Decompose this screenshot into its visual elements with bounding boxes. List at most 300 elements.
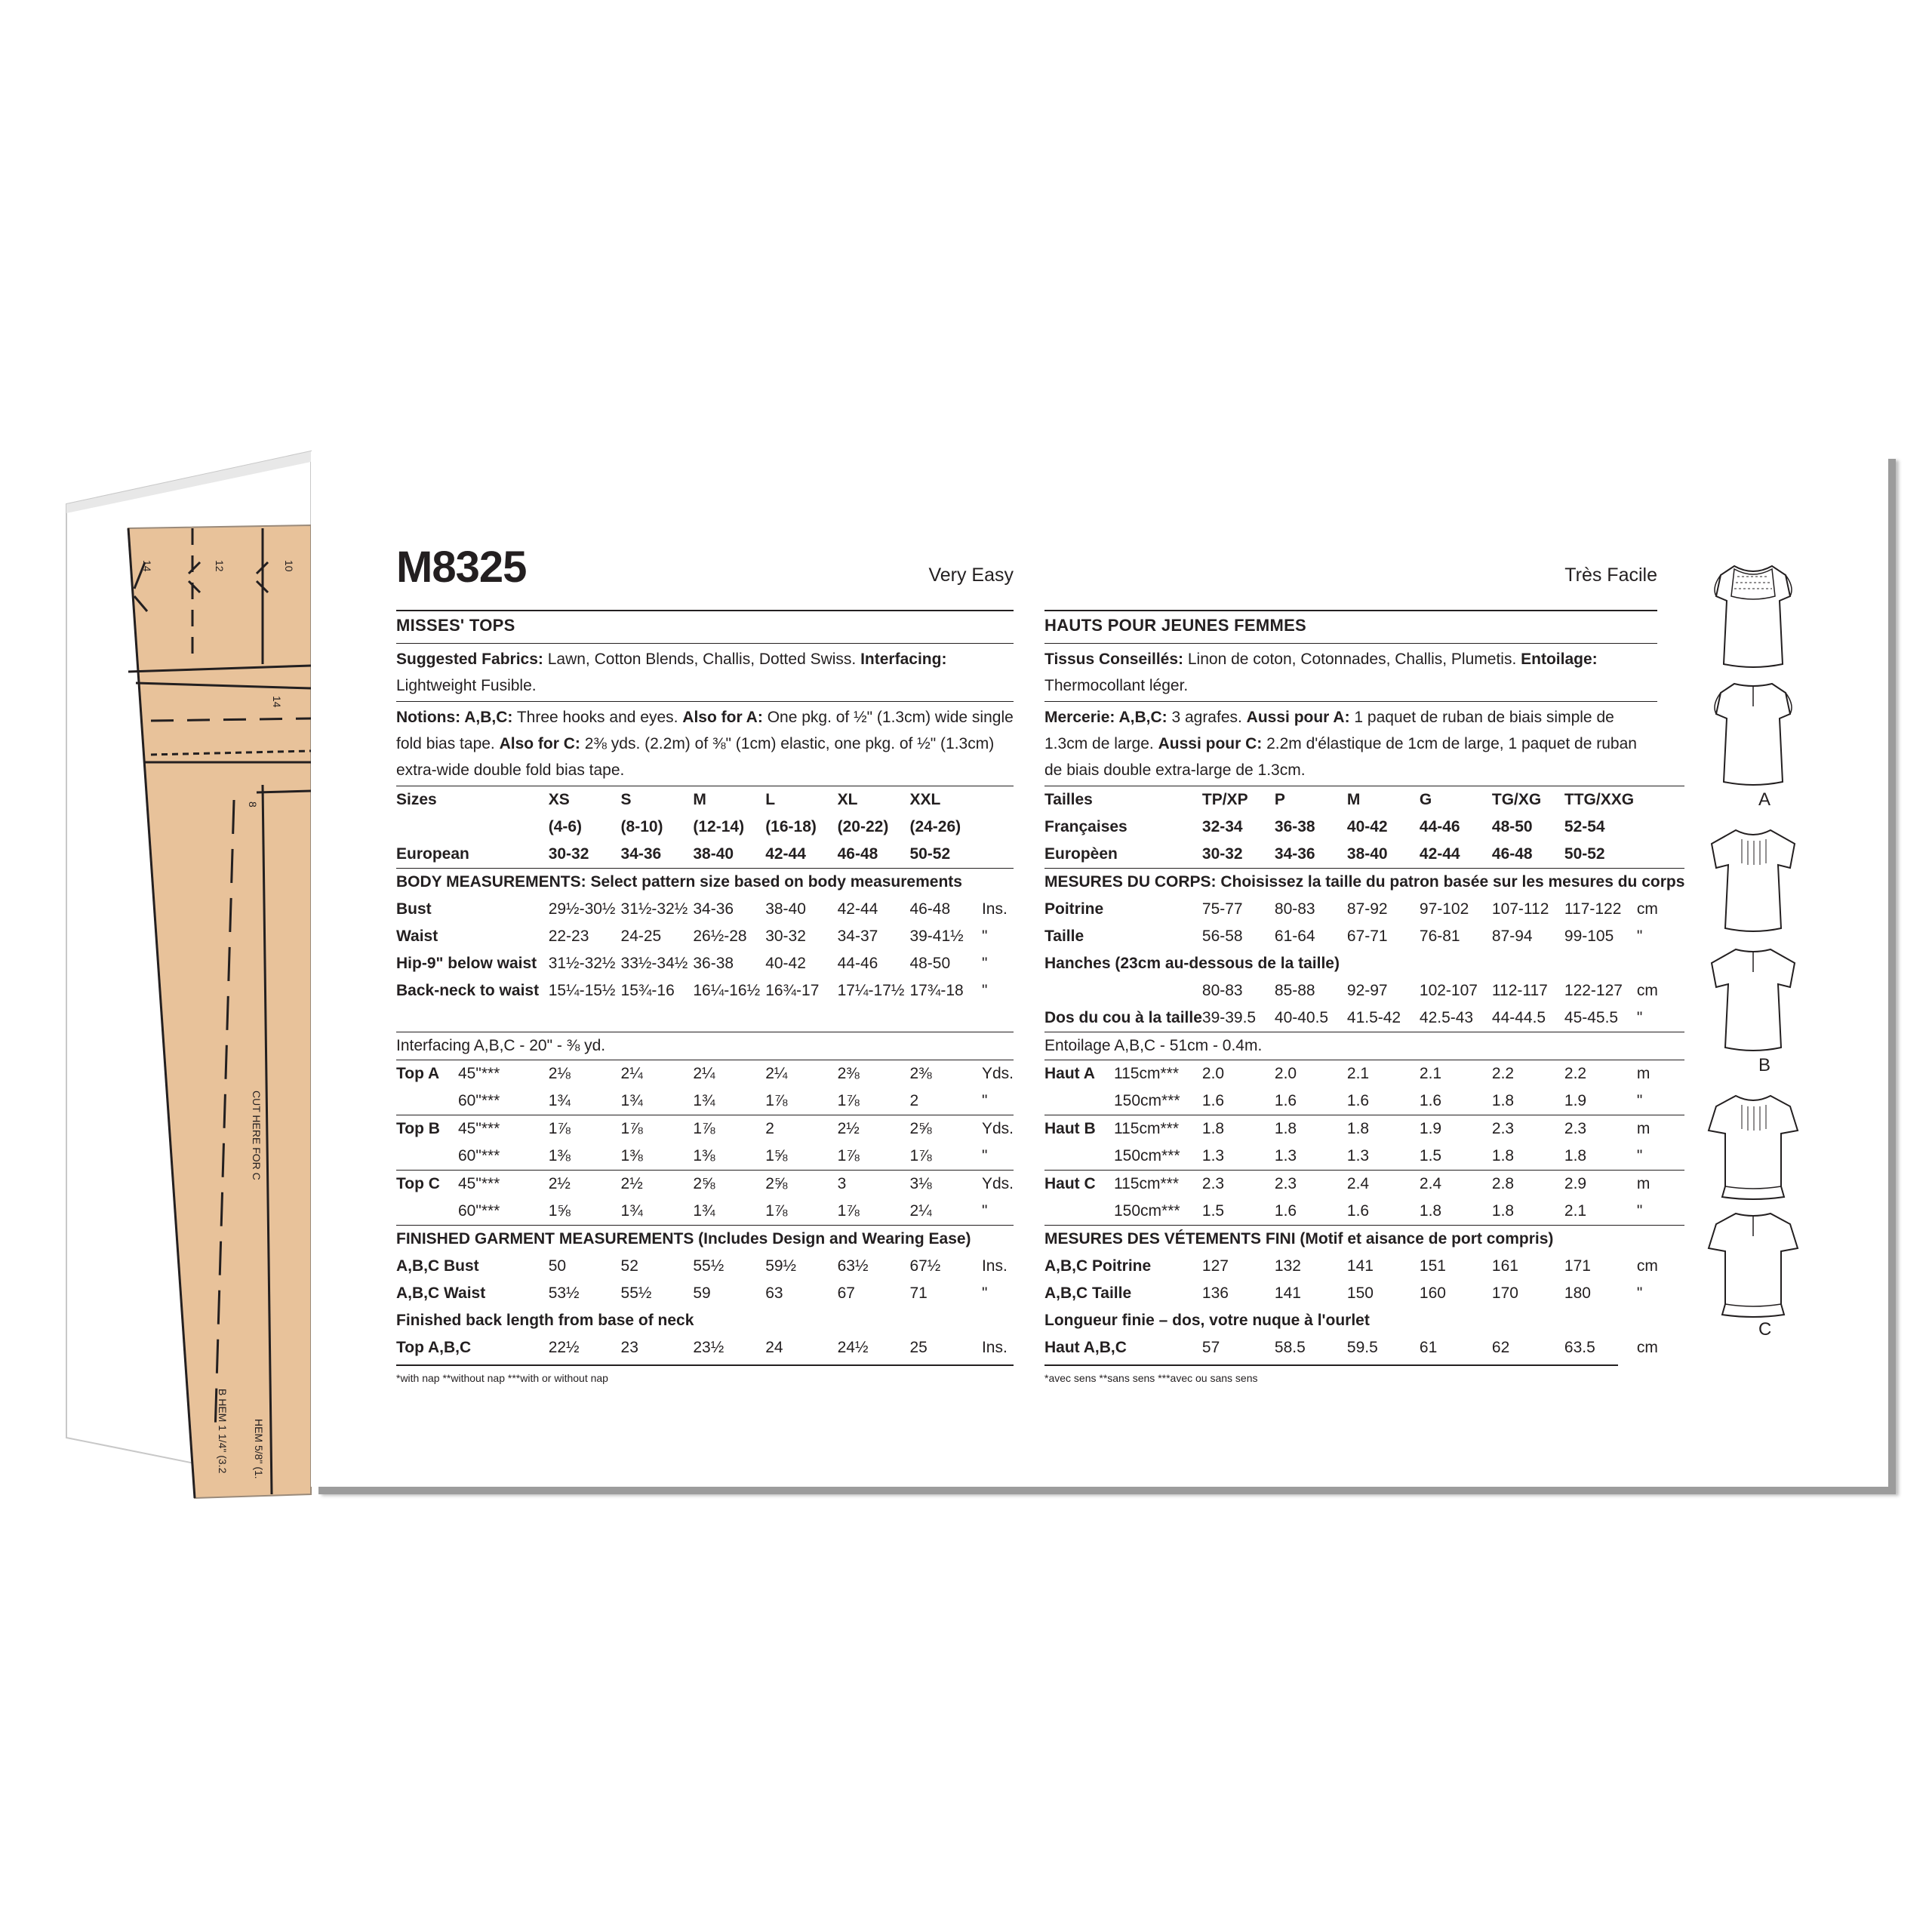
table-cell: Poitrine <box>1044 900 1104 918</box>
table-cell: 22½ <box>548 1339 580 1356</box>
interfacing-row <box>396 1032 1014 1060</box>
table-cell: 34-36 <box>693 900 734 918</box>
view-yardage-label <box>1044 1198 1202 1226</box>
table-cell: 2½ <box>549 1171 621 1198</box>
table-cell: 1.5 <box>1419 1147 1442 1164</box>
table-cell: Ins. <box>981 900 1008 918</box>
view-c-front-sketch <box>1706 1090 1801 1203</box>
table-cell: 61 <box>1419 1339 1438 1356</box>
table-cell: (12-14) <box>693 818 745 835</box>
table-cell: 161 <box>1491 1257 1518 1275</box>
table-cell: G <box>1420 786 1492 814</box>
interfacing-yardage: Interfacing A,B,C - 20" - ⅜ yd. <box>396 1032 1014 1060</box>
hanches-row <box>1044 977 1684 1004</box>
table-cell: 1⅝ <box>765 1147 788 1164</box>
table-row <box>396 950 1014 977</box>
tissue-mark-14a: 14 <box>141 560 153 572</box>
table-cell: (4-6) <box>548 818 583 835</box>
table-cell: 1⅞ <box>909 1147 932 1164</box>
table-cell: A,B,C Waist <box>396 1284 486 1302</box>
table-cell: 2¼ <box>693 1060 765 1088</box>
english-size-table <box>396 786 1014 1361</box>
table-cell: 1⅞ <box>837 1147 860 1164</box>
view-yardage-label <box>396 1171 549 1198</box>
table-cell: 31½-32½ <box>620 900 688 918</box>
table-cell: 87-92 <box>1346 900 1388 918</box>
view-a-front-sketch <box>1712 560 1795 673</box>
body-measurements-title: BODY MEASUREMENTS: Select pattern size based on body measurements <box>396 869 1014 897</box>
fabric-width: 115cm*** <box>1114 1065 1179 1082</box>
table-cell: Haut A,B,C <box>1044 1339 1127 1356</box>
body-measurements-title: MESURES DU CORPS: Choisissez la taille du patron basée sur les mesures du corps <box>1044 869 1684 897</box>
view-label-a: A <box>1758 789 1771 810</box>
table-cell: 2½ <box>621 1171 694 1198</box>
finished-title-row <box>1044 1226 1684 1254</box>
table-cell: 55½ <box>620 1284 652 1302</box>
europeen-row <box>1044 841 1684 869</box>
table-cell: 92-97 <box>1346 982 1388 999</box>
table-cell: cm <box>1636 1339 1658 1356</box>
table-cell: 59 <box>693 1284 711 1302</box>
table-cell: 52 <box>620 1257 638 1275</box>
dos-row <box>1044 1004 1684 1032</box>
table-row <box>396 896 1014 923</box>
table-cell: 55½ <box>693 1257 724 1275</box>
table-cell: 2 <box>909 1092 919 1109</box>
view-yardage-label <box>1044 1143 1202 1171</box>
table-cell: 38-40 <box>765 900 806 918</box>
table-cell: 2⅜ <box>838 1060 910 1088</box>
yardage-row <box>1044 1198 1684 1226</box>
table-cell: 127 <box>1201 1257 1229 1275</box>
table-cell: 1.9 <box>1564 1092 1587 1109</box>
francaises-row <box>1044 814 1684 841</box>
table-cell: 1⅜ <box>693 1147 715 1164</box>
table-cell: 44-46 <box>1419 818 1460 835</box>
table-row <box>1044 1280 1684 1307</box>
table-cell: " <box>981 982 988 999</box>
table-cell: 48-50 <box>909 955 951 972</box>
fabric-width: 150cm*** <box>1114 1147 1180 1164</box>
table-cell: 26½-28 <box>693 928 747 945</box>
table-cell: 2.3 <box>1564 1115 1637 1143</box>
table-cell: 53½ <box>548 1284 580 1302</box>
table-cell: 46-48 <box>837 845 878 863</box>
french-column <box>1044 542 1685 1384</box>
sizes-number-row <box>396 814 1014 841</box>
tissue-mark-14b: 14 <box>271 696 283 708</box>
table-cell: 40-42 <box>765 955 806 972</box>
table-cell: 1.8 <box>1275 1115 1347 1143</box>
view-yardage-label <box>396 1143 549 1171</box>
table-cell: 42-44 <box>1419 845 1460 863</box>
table-cell: 107-112 <box>1491 900 1549 918</box>
table-cell: 2⅝ <box>693 1171 765 1198</box>
table-cell: 141 <box>1346 1257 1374 1275</box>
table-cell: 2.3 <box>1492 1115 1564 1143</box>
table-cell: 76-81 <box>1419 928 1460 945</box>
yardage-view-label: Top C <box>396 1175 440 1192</box>
table-cell: TP/XP <box>1202 786 1275 814</box>
table-cell: 30-32 <box>1201 845 1243 863</box>
table-cell: " <box>1636 1009 1643 1026</box>
table-cell: 1.5 <box>1201 1202 1225 1220</box>
table-cell: 1⅞ <box>621 1115 694 1143</box>
table-cell: 1¾ <box>620 1092 643 1109</box>
view-yardage-label <box>1044 1171 1202 1198</box>
table-cell: S <box>621 786 694 814</box>
table-cell: 2.0 <box>1275 1060 1347 1088</box>
table-cell: 33½-34½ <box>620 955 688 972</box>
table-row <box>396 1280 1014 1307</box>
finished-title: FINISHED GARMENT MEASUREMENTS (Includes Design and Wearing Ease) <box>396 1226 1014 1254</box>
table-cell: 75-77 <box>1201 900 1243 918</box>
table-cell: Waist <box>396 928 438 945</box>
mercerie: Mercerie: A,B,C: 3 agrafes. Aussi pour A: 1 paquet de ruban de biais simple de 1.3cm de large. Aussi pour C: 2.2m d'élastique de 1cm de large, 1 paquet de ruban de biais double extra-large de 1.3cm. <box>1044 701 1657 786</box>
interfacing-row <box>1044 1032 1684 1060</box>
table-cell: 24-25 <box>620 928 662 945</box>
table-cell: 24 <box>765 1339 783 1356</box>
table-cell: 31½-32½ <box>548 955 616 972</box>
fabric-width: 150cm*** <box>1114 1092 1180 1109</box>
table-cell: 1.8 <box>1202 1115 1275 1143</box>
yardage-row <box>396 1088 1014 1115</box>
fabric-width: 45"*** <box>458 1175 500 1192</box>
table-cell: 59½ <box>765 1257 797 1275</box>
table-cell: 22-23 <box>548 928 589 945</box>
table-cell: Taille <box>1044 928 1084 945</box>
tissue-mark-10: 10 <box>283 560 295 572</box>
table-cell: " <box>981 955 988 972</box>
table-cell: Tailles <box>1044 786 1202 814</box>
table-row <box>396 1253 1014 1280</box>
french-header <box>1044 542 1657 610</box>
view-yardage-label <box>396 1088 549 1115</box>
table-cell: " <box>1636 1202 1643 1220</box>
table-cell: 44-46 <box>837 955 878 972</box>
table-cell: cm <box>1636 1257 1658 1275</box>
sizes-row <box>1044 786 1684 814</box>
table-cell: 151 <box>1419 1257 1446 1275</box>
table-cell: 1.6 <box>1346 1092 1370 1109</box>
table-cell: Ins. <box>981 1339 1008 1356</box>
table-cell: 67 <box>837 1284 855 1302</box>
table-cell: cm <box>1636 982 1658 999</box>
table-cell: 1.6 <box>1274 1202 1297 1220</box>
fabric-width: 60"*** <box>458 1092 500 1109</box>
table-cell: 17¾-18 <box>909 982 964 999</box>
table-cell: 2⅝ <box>909 1115 982 1143</box>
table-cell: 117-122 <box>1564 900 1622 918</box>
finished-title-row <box>396 1226 1014 1254</box>
yardage-row <box>1044 1088 1684 1115</box>
view-a-back-sketch <box>1712 678 1795 791</box>
difficulty-label: Very Easy <box>928 565 1014 586</box>
table-cell: 30-32 <box>765 928 806 945</box>
table-cell: 2.3 <box>1202 1171 1275 1198</box>
table-cell: 180 <box>1564 1284 1591 1302</box>
table-cell: 1.6 <box>1419 1092 1442 1109</box>
table-cell: 71 <box>909 1284 928 1302</box>
view-yardage-label <box>1044 1060 1202 1088</box>
table-cell: 1¾ <box>548 1092 571 1109</box>
yardage-view-label: Haut A <box>1044 1065 1095 1082</box>
table-cell: L <box>765 786 837 814</box>
table-cell: 2¼ <box>621 1060 694 1088</box>
yardage-view-label: Haut C <box>1044 1175 1096 1192</box>
table-cell: 1⅜ <box>620 1147 643 1164</box>
body-title-row <box>396 869 1014 897</box>
table-cell: 160 <box>1419 1284 1446 1302</box>
table-cell: 2.1 <box>1564 1202 1587 1220</box>
table-cell: Europèen <box>1044 845 1118 863</box>
table-cell: 1¾ <box>693 1092 715 1109</box>
table-cell: 2.1 <box>1420 1060 1492 1088</box>
view-yardage-label <box>1044 1088 1202 1115</box>
table-row <box>396 923 1014 950</box>
table-cell: " <box>981 928 988 945</box>
table-cell: 46-48 <box>909 900 951 918</box>
table-cell: 141 <box>1274 1284 1301 1302</box>
table-cell: 102-107 <box>1419 982 1478 999</box>
table-cell: " <box>981 1202 988 1220</box>
table-cell: 171 <box>1564 1257 1591 1275</box>
table-cell: Top A,B,C <box>396 1339 472 1356</box>
table-cell: " <box>1636 928 1643 945</box>
table-cell: XL <box>838 786 910 814</box>
table-cell: 16¾-17 <box>765 982 820 999</box>
table-cell: 87-94 <box>1491 928 1533 945</box>
yardage-row <box>1044 1143 1684 1171</box>
table-cell: 16¼-16½ <box>693 982 761 999</box>
table-cell: 1.8 <box>1564 1147 1587 1164</box>
table-cell: 1.6 <box>1201 1092 1225 1109</box>
table-row <box>1044 923 1684 950</box>
english-footnote: *with nap **without nap ***with or without nap <box>396 1372 608 1384</box>
table-cell: 1.8 <box>1491 1202 1515 1220</box>
back-length-title-row <box>396 1307 1014 1334</box>
table-cell: 1.3 <box>1201 1147 1225 1164</box>
table-cell: XXL <box>909 786 982 814</box>
hanches-label: Hanches (23cm au-dessous de la taille) <box>1044 955 1340 972</box>
table-cell: Back-neck to waist <box>396 982 540 999</box>
table-cell: 38-40 <box>1346 845 1388 863</box>
table-cell: (24-26) <box>909 818 961 835</box>
table-cell: " <box>1636 1147 1643 1164</box>
yardage-row <box>1044 1171 1684 1198</box>
tissue-b-hem: B HEM 1 1/4" (3.2 <box>217 1389 229 1474</box>
yardage-row <box>396 1198 1014 1226</box>
table-cell: 39-41½ <box>909 928 964 945</box>
table-cell: 1⅞ <box>549 1115 621 1143</box>
view-yardage-label <box>396 1115 549 1143</box>
table-cell: 29½-30½ <box>548 900 616 918</box>
table-cell: 42-44 <box>765 845 806 863</box>
european-row <box>396 841 1014 869</box>
table-cell: 52-54 <box>1564 818 1605 835</box>
table-cell: 1.3 <box>1346 1147 1370 1164</box>
table-cell: 1¾ <box>693 1202 715 1220</box>
table-cell: cm <box>1636 900 1658 918</box>
table-cell: 38-40 <box>693 845 734 863</box>
view-yardage-label <box>396 1060 549 1088</box>
table-cell: 17¼-17½ <box>837 982 905 999</box>
table-row <box>396 1334 1014 1361</box>
table-cell: 1.8 <box>1347 1115 1420 1143</box>
table-cell: " <box>1636 1284 1643 1302</box>
table-row <box>1044 1334 1684 1361</box>
french-title: HAUTS POUR JEUNES FEMMES <box>1044 616 1307 635</box>
yardage-view-label: Top A <box>396 1065 440 1082</box>
yardage-view-label: Top B <box>396 1120 440 1137</box>
yardage-row <box>396 1115 1014 1143</box>
table-cell: " <box>981 1092 988 1109</box>
view-yardage-label <box>1044 1115 1202 1143</box>
table-cell: 1.6 <box>1274 1092 1297 1109</box>
tissue-hem: HEM 5/8" (1. <box>253 1419 265 1479</box>
fabric-width: 45"*** <box>458 1120 500 1137</box>
table-cell: 1⅞ <box>837 1202 860 1220</box>
back-length-title-row <box>1044 1307 1684 1334</box>
table-cell: 36-38 <box>1274 818 1315 835</box>
table-cell: 39-39.5 <box>1201 1009 1257 1026</box>
table-row <box>1044 896 1684 923</box>
yardage-row <box>396 1060 1014 1088</box>
table-cell: Sizes <box>396 786 549 814</box>
fabric-width: 150cm*** <box>1114 1202 1180 1220</box>
spacer-row <box>396 1004 1014 1032</box>
english-column <box>396 542 1014 1384</box>
sizes-row <box>396 786 1014 814</box>
view-b-back-sketch <box>1706 943 1801 1057</box>
interfacing-yardage: Entoilage A,B,C - 51cm - 0.4m. <box>1044 1032 1684 1060</box>
table-cell: 56-58 <box>1201 928 1243 945</box>
table-cell: 1⅞ <box>765 1092 788 1109</box>
table-cell: (20-22) <box>837 818 889 835</box>
table-cell: 45-45.5 <box>1564 1009 1619 1026</box>
table-cell: 2.9 <box>1564 1171 1637 1198</box>
table-cell: Françaises <box>1044 818 1128 835</box>
table-cell: 67-71 <box>1346 928 1388 945</box>
yardage-row <box>396 1143 1014 1171</box>
view-c-back-sketch <box>1706 1208 1801 1321</box>
table-cell: 2.3 <box>1275 1171 1347 1198</box>
table-cell: 1.8 <box>1491 1092 1515 1109</box>
english-header <box>396 542 1014 610</box>
table-cell: 25 <box>909 1339 928 1356</box>
table-cell: 42.5-43 <box>1419 1009 1474 1026</box>
table-row <box>396 977 1014 1004</box>
table-cell: 59.5 <box>1346 1339 1378 1356</box>
table-cell: 2⅜ <box>909 1060 982 1088</box>
table-cell: 3 <box>838 1171 910 1198</box>
tissue-cut-here: CUT HERE FOR C <box>251 1091 263 1180</box>
table-cell: Yds. <box>982 1171 1014 1198</box>
table-cell: 48-50 <box>1491 818 1533 835</box>
table-cell: m <box>1637 1115 1685 1143</box>
table-cell: 57 <box>1201 1339 1220 1356</box>
table-cell: 41.5-42 <box>1346 1009 1401 1026</box>
finished-title: MESURES DES VÉTEMENTS FINI (Motif et aisance de port compris) <box>1044 1226 1684 1254</box>
tissue-mark-8: 8 <box>247 801 259 808</box>
table-cell: " <box>981 1147 988 1164</box>
view-label-b: B <box>1758 1055 1771 1075</box>
table-cell: 2.8 <box>1492 1171 1564 1198</box>
table-cell: m <box>1637 1060 1685 1088</box>
table-cell: 2.4 <box>1347 1171 1420 1198</box>
table-cell: M <box>1347 786 1420 814</box>
back-length-title: Longueur finie – dos, votre nuque à l'ourlet <box>1044 1312 1370 1329</box>
suggested-fabrics: Suggested Fabrics: Lawn, Cotton Blends, Challis, Dotted Swiss. Interfacing: Lightweight Fusible. <box>396 643 1014 701</box>
table-cell: 150 <box>1346 1284 1374 1302</box>
table-cell: 30-32 <box>548 845 589 863</box>
table-cell: P <box>1275 786 1347 814</box>
table-cell: (8-10) <box>620 818 663 835</box>
table-cell: 42-44 <box>837 900 878 918</box>
table-cell: 34-36 <box>620 845 662 863</box>
table-cell: A,B,C Taille <box>1044 1284 1132 1302</box>
table-cell: m <box>1637 1171 1685 1198</box>
table-cell: 2 <box>765 1115 837 1143</box>
table-cell: 1.8 <box>1419 1202 1442 1220</box>
table-cell: 2.4 <box>1420 1171 1492 1198</box>
table-cell: 1⅝ <box>548 1202 571 1220</box>
back-length-title: Finished back length from base of neck <box>396 1312 694 1329</box>
english-title: MISSES' TOPS <box>396 616 515 635</box>
table-cell: Yds. <box>982 1060 1014 1088</box>
fabric-width: 60"*** <box>458 1147 500 1164</box>
table-cell: 23½ <box>693 1339 724 1356</box>
table-cell: 132 <box>1274 1257 1301 1275</box>
table-cell: A,B,C Bust <box>396 1257 479 1275</box>
table-cell: 2½ <box>838 1115 910 1143</box>
table-cell: Ins. <box>981 1257 1008 1275</box>
table-cell: 34-37 <box>837 928 878 945</box>
view-b-front-sketch <box>1706 824 1801 937</box>
table-cell: 2¼ <box>765 1060 837 1088</box>
notions: Notions: A,B,C: Three hooks and eyes. Also for A: One pkg. of ½" (1.3cm) wide single fold bias tape. Also for C: 2⅜ yds. (2.2m) of ⅜" (1cm) elastic, one pkg. of ½" (1.3cm) extra-wide double fold bias tape. <box>396 701 1014 786</box>
table-cell: 40-42 <box>1346 818 1388 835</box>
view-label-c: C <box>1758 1319 1772 1340</box>
table-cell: 58.5 <box>1274 1339 1306 1356</box>
table-cell: 32-34 <box>1201 818 1243 835</box>
tissue-mark-12: 12 <box>214 560 226 572</box>
table-cell: 61-64 <box>1274 928 1315 945</box>
table-cell: 34-36 <box>1274 845 1315 863</box>
fabric-width: 45"*** <box>458 1065 500 1082</box>
table-cell: 80-83 <box>1201 982 1243 999</box>
table-cell: 2.2 <box>1492 1060 1564 1088</box>
difficulty-label-fr: Très Facile <box>1564 565 1657 586</box>
table-cell: 112-117 <box>1491 982 1548 999</box>
table-cell: 1¾ <box>620 1202 643 1220</box>
table-cell: 1⅜ <box>548 1147 571 1164</box>
table-cell: 80-83 <box>1274 900 1315 918</box>
hanches-title-row <box>1044 950 1684 977</box>
table-cell: 46-48 <box>1491 845 1533 863</box>
table-cell: " <box>1636 1092 1643 1109</box>
table-cell: 1⅞ <box>693 1115 765 1143</box>
table-cell: 2.0 <box>1202 1060 1275 1088</box>
table-cell: 63 <box>765 1284 783 1302</box>
table-cell: 63½ <box>837 1257 869 1275</box>
yardage-row <box>1044 1060 1684 1088</box>
table-cell: 1.9 <box>1420 1115 1492 1143</box>
french-size-table <box>1044 786 1684 1361</box>
table-cell: 2⅛ <box>549 1060 621 1088</box>
table-cell: 170 <box>1491 1284 1518 1302</box>
table-cell: 50 <box>548 1257 567 1275</box>
